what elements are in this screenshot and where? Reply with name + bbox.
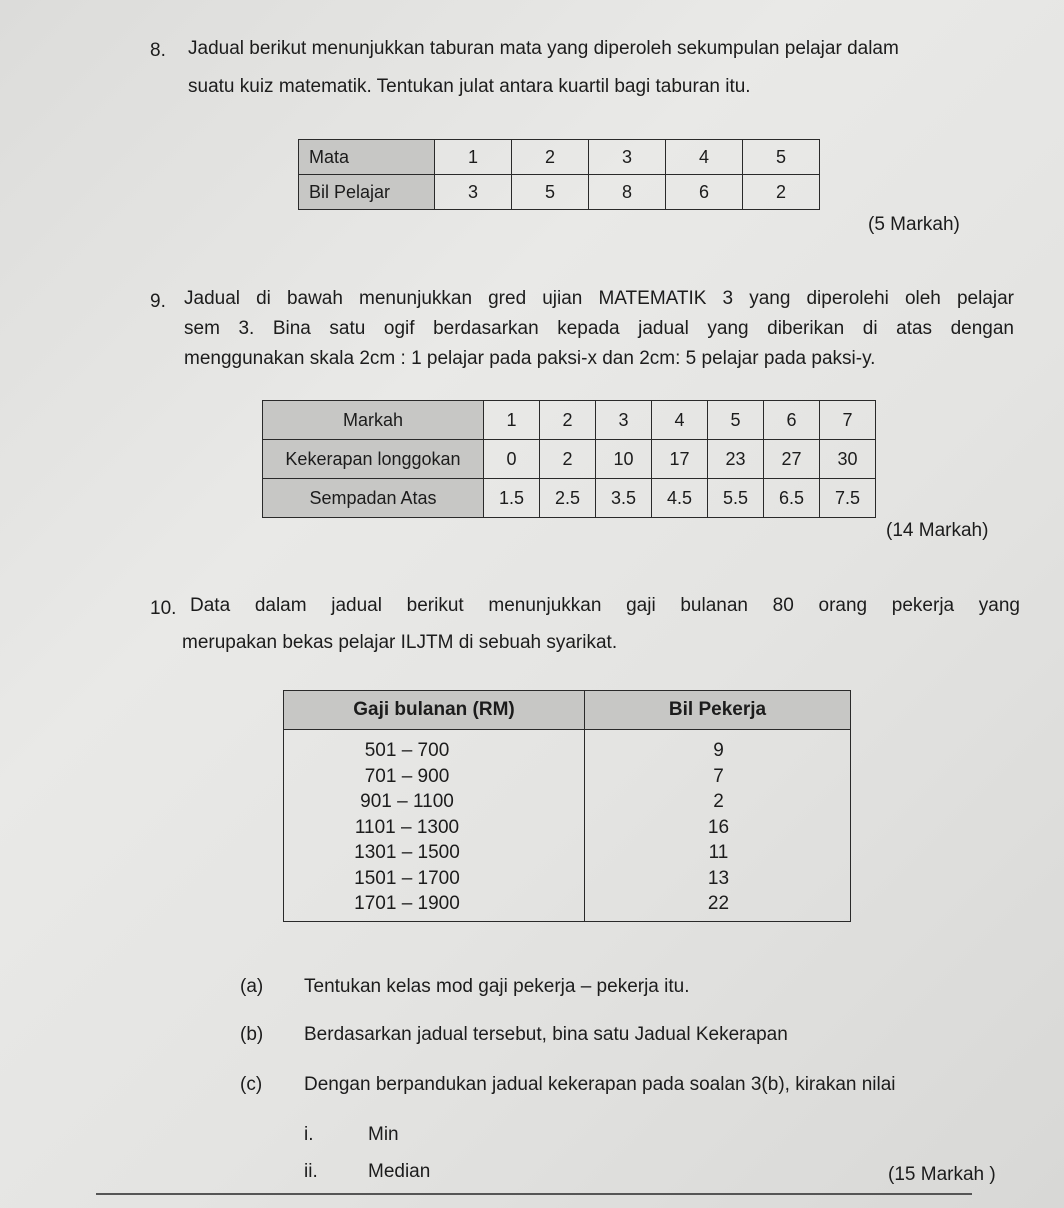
q10c-i-text: Min [368, 1124, 399, 1145]
q9-row3-label: Sempadan Atas [263, 479, 484, 518]
q10-bil: 9 [713, 740, 724, 761]
q9-cell: 3 [596, 401, 652, 440]
q9-table-row-sempadan [263, 479, 876, 518]
q8-cell: 8 [589, 175, 666, 210]
q10-gaji: 1301 – 1500 [354, 842, 460, 863]
q10-gaji: 901 – 1100 [360, 791, 454, 812]
q9-cell: 27 [764, 440, 820, 479]
q9-cell: 6 [764, 401, 820, 440]
q8-line1: Jadual berikut menunjukkan taburan mata yang diperoleh sekumpulan pelajar dalam [188, 38, 899, 59]
q10-gaji: 1501 – 1700 [354, 867, 460, 889]
q9-cell: 1 [484, 401, 540, 440]
q8-cell: 2 [512, 140, 589, 175]
q10a-text: Tentukan kelas mod gaji pekerja – pekerja itu. [304, 976, 690, 997]
q8-cell: 2 [743, 175, 820, 210]
q10c-ii-text: Median [368, 1161, 431, 1182]
q10-gaji: 701 – 900 [364, 765, 450, 787]
q8-text [188, 34, 899, 102]
q9-cell: 2 [540, 401, 596, 440]
q10-gaji: 501 – 700 [364, 740, 450, 761]
q9-cell: 5.5 [708, 479, 764, 518]
q9-cell: 0 [484, 440, 540, 479]
q10-number: 10. [150, 598, 177, 619]
q9-row2-label: Kekerapan longgokan [263, 440, 484, 479]
q8-cell: 6 [666, 175, 743, 210]
q8-table-row-mata [299, 140, 820, 175]
q9-cell: 23 [708, 440, 764, 479]
q9-line3: menggunakan skala 2cm : 1 pelajar pada paksi-x dan 2cm: 5 pelajar pada paksi-y. [184, 348, 876, 369]
q8-cell: 4 [666, 140, 743, 175]
q8-marks: (5 Markah) [868, 214, 960, 235]
q8-cell: 5 [743, 140, 820, 175]
q10-line2: merupakan bekas pelajar ILJTM di sebuah syarikat. [182, 632, 618, 653]
q9-cell: 2 [540, 440, 596, 479]
q10c-text: Dengan berpandukan jadual kekerapan pada soalan 3(b), kirakan nilai [304, 1074, 896, 1095]
q9-table-row-markah [263, 401, 876, 440]
q10c-label: (c) [240, 1074, 263, 1095]
q9-cell: 17 [652, 440, 708, 479]
q10b-text: Berdasarkan jadual tersebut, bina satu Jadual Kekerapan [304, 1024, 788, 1045]
q8-line2: suatu kuiz matematik. Tentukan julat antara kuartil bagi taburan itu. [188, 76, 751, 97]
q10-header-bil: Bil Pekerja [585, 691, 851, 730]
q8-cell: 3 [435, 175, 512, 210]
q9-table-row-kekerapan [263, 440, 876, 479]
q10-marks: (15 Markah ) [888, 1164, 996, 1185]
q9-cell: 5 [708, 401, 764, 440]
q10c-i-label: i. [304, 1124, 314, 1145]
q9-cell: 7 [820, 401, 876, 440]
q10c-ii-label: ii. [304, 1161, 318, 1182]
q10a-label: (a) [240, 976, 264, 997]
q8-table [298, 139, 820, 210]
q9-marks: (14 Markah) [886, 520, 989, 541]
q10-gaji: 1701 – 1900 [354, 893, 460, 914]
q10-col-gaji [284, 730, 585, 922]
q10-bil: 13 [707, 867, 730, 889]
q8-number: 8. [150, 40, 166, 61]
q9-text [184, 284, 1014, 344]
q10-bil: 16 [707, 816, 730, 838]
q10-gaji: 1101 – 1300 [354, 816, 460, 838]
q10-bil: 22 [707, 893, 730, 914]
q10b-label: (b) [240, 1024, 264, 1045]
q9-cell: 7.5 [820, 479, 876, 518]
q8-cell: 3 [589, 140, 666, 175]
q9-cell: 6.5 [764, 479, 820, 518]
q9-line1: Jadual di bawah menunjukkan gred ujian MATEMATIK 3 yang diperolehi oleh pelajar [184, 288, 1014, 309]
q9-table [262, 400, 876, 518]
q10-col-bil [585, 730, 851, 922]
q9-cell: 3.5 [596, 479, 652, 518]
q10-bil: 2 [713, 791, 724, 812]
q8-cell: 5 [512, 175, 589, 210]
q10-table-header [284, 691, 851, 730]
q9-cell: 1.5 [484, 479, 540, 518]
q9-line2: sem 3. Bina satu ogif berdasarkan kepada jadual yang diberikan di atas dengan [184, 318, 1014, 339]
q9-cell: 30 [820, 440, 876, 479]
q8-table-row-bil [299, 175, 820, 210]
q10-bil: 11 [708, 842, 729, 863]
q9-number: 9. [150, 291, 166, 312]
q9-cell: 10 [596, 440, 652, 479]
q9-cell: 4.5 [652, 479, 708, 518]
q10-table [283, 690, 851, 922]
q10-bil: 7 [713, 765, 724, 787]
q9-row1-label: Markah [263, 401, 484, 440]
q8-row1-label: Mata [299, 140, 435, 175]
q9-cell: 4 [652, 401, 708, 440]
q8-cell: 1 [435, 140, 512, 175]
q9-cell: 2.5 [540, 479, 596, 518]
q10-header-gaji: Gaji bulanan (RM) [284, 691, 585, 730]
q8-row2-label: Bil Pelajar [299, 175, 435, 210]
page-bottom-rule [96, 1193, 972, 1195]
q10-table-body [284, 730, 851, 922]
q10-line1: Data dalam jadual berikut menunjukkan gaji bulanan 80 orang pekerja yang [190, 595, 1020, 616]
